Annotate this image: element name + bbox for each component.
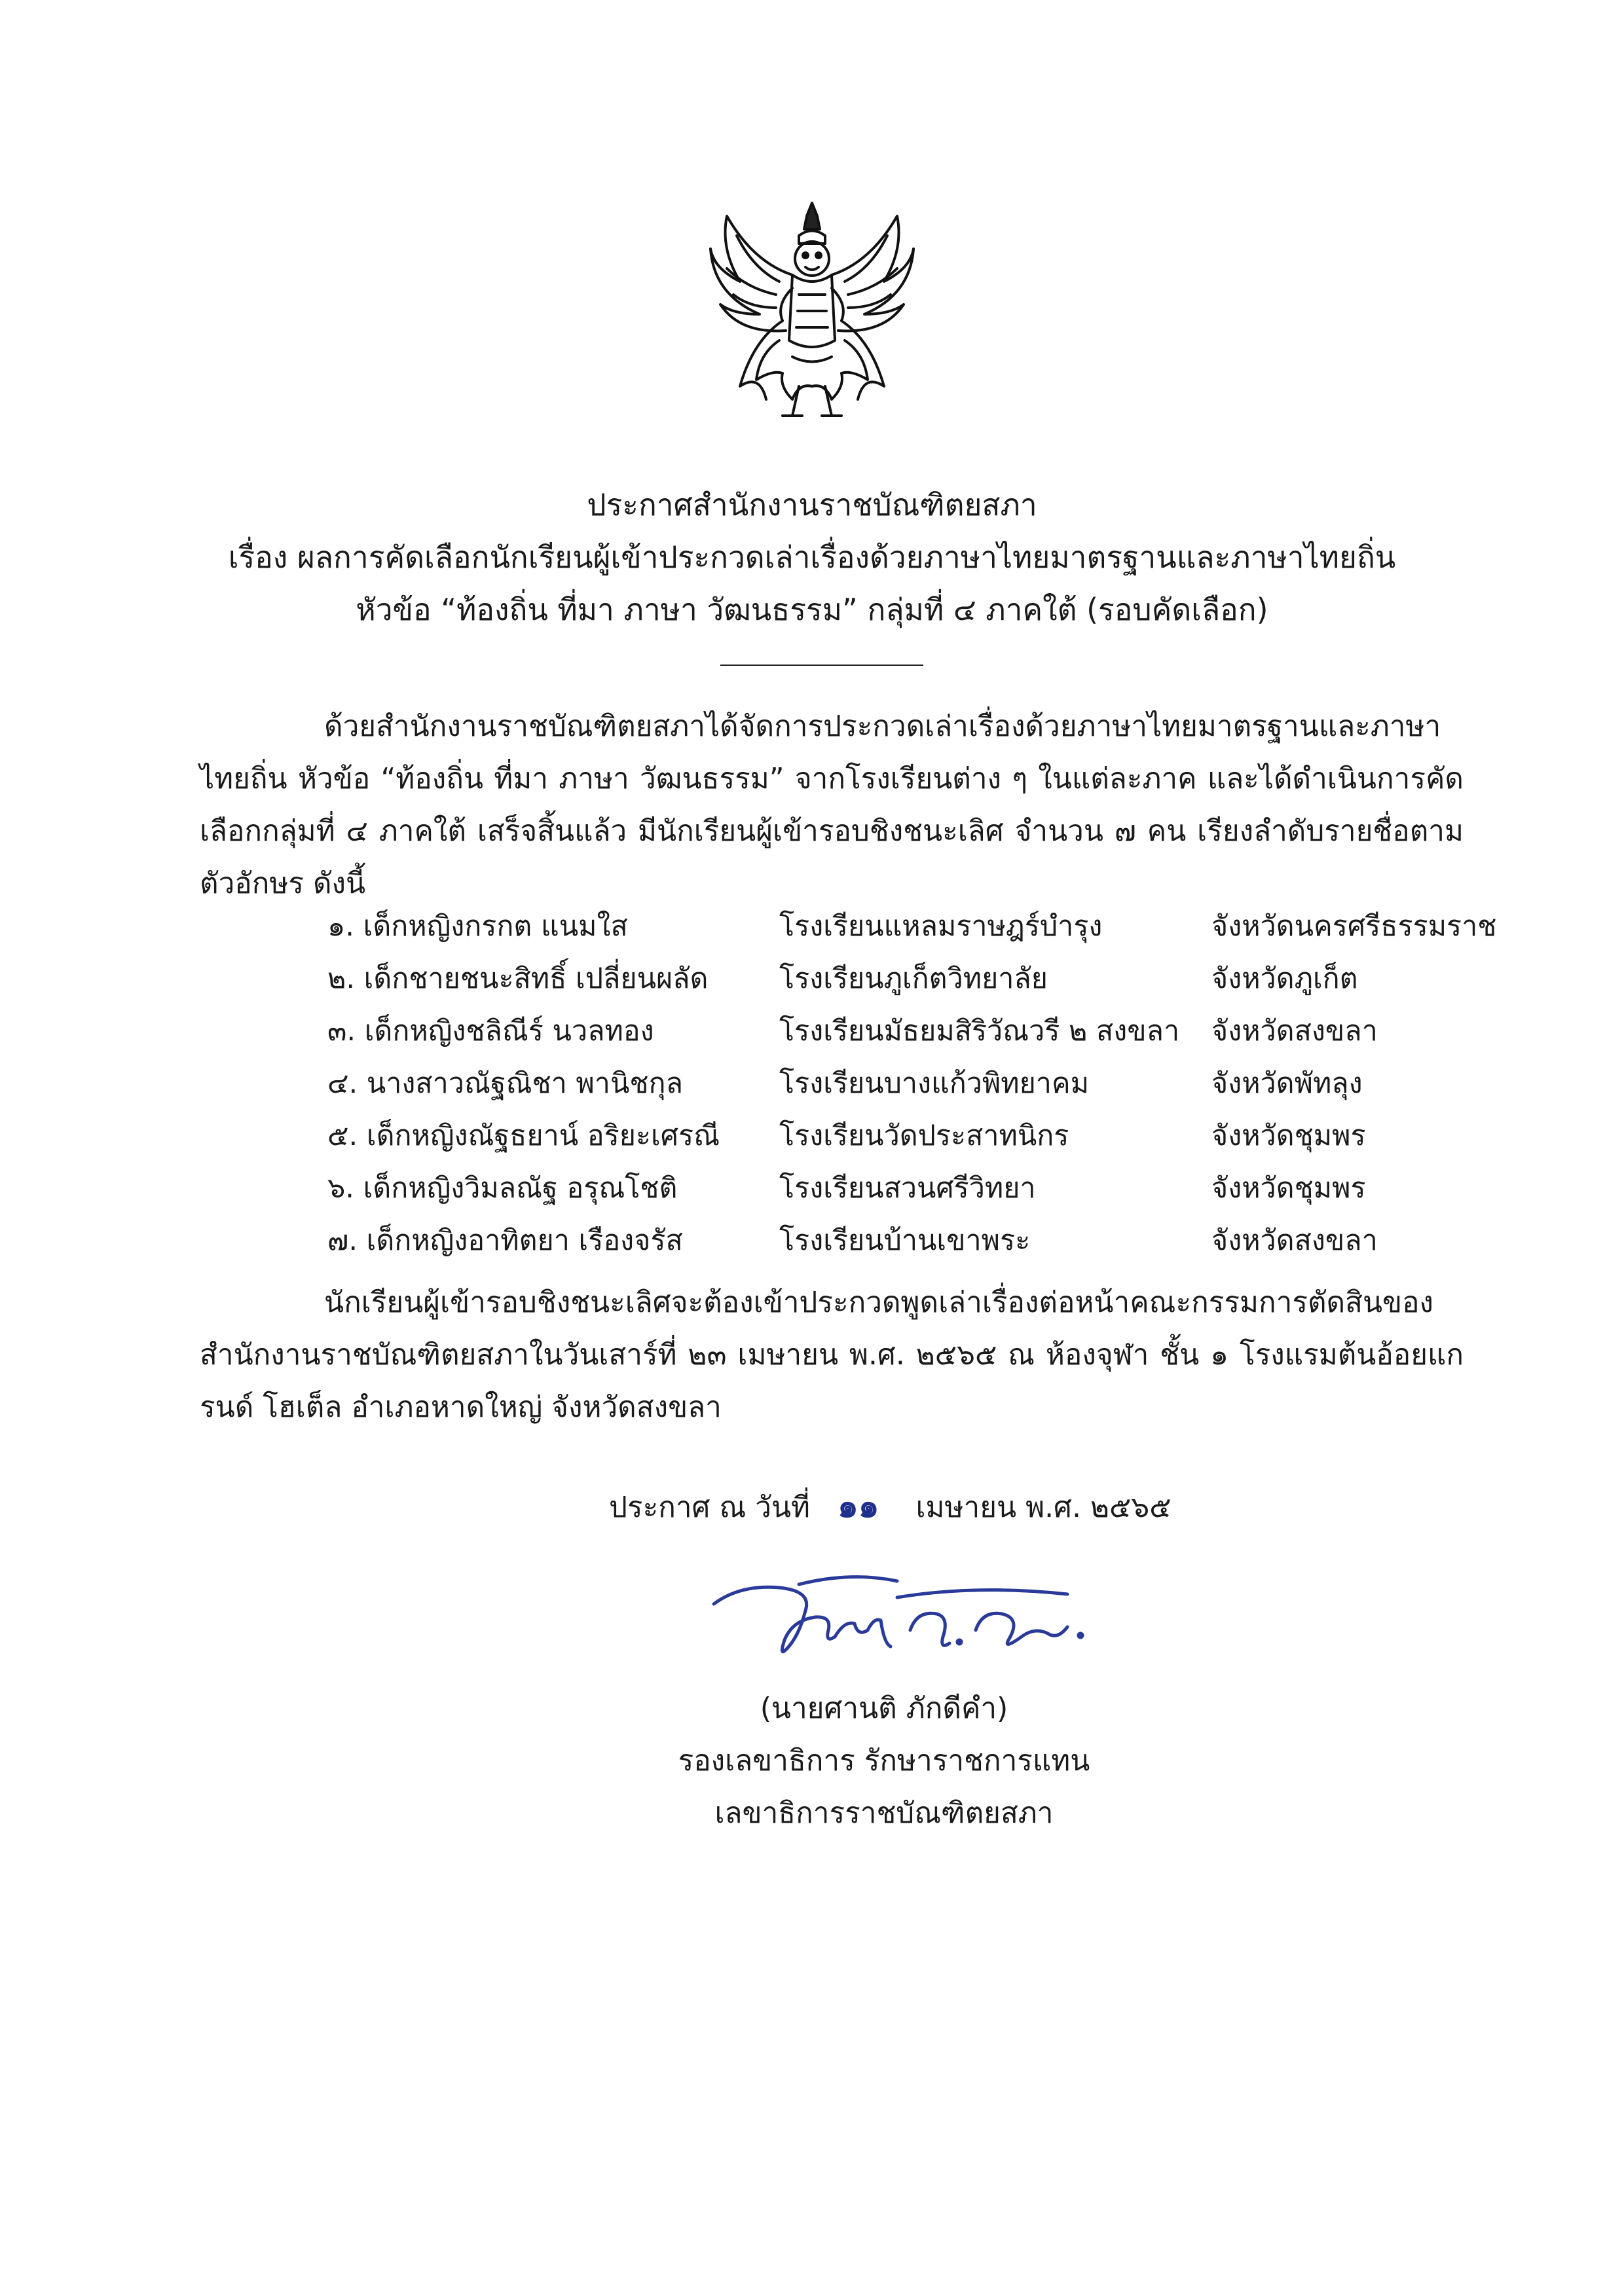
final-round-paragraph: นักเรียนผู้เข้ารอบชิงชนะเลิศจะต้องเข้าประกวดพูดเล่าเรื่องต่อหน้าคณะกรรมการตัดสินของสำนักงานราชบัณฑิตยสภาในวันเสาร์ที่ ๒๓ เมษายน พ.ศ. ๒๕๖๕ ณ ห้องจุฬา ชั้น ๑ โรงแรมต้นอ้อยแกรนด์ โฮเต็ล อำเภอหาดใหญ่ จังหวัดสงขลา <box>200 1286 1464 1424</box>
title-divider <box>720 665 923 666</box>
province-name: จังหวัดพัทลุง <box>1211 1067 1363 1100</box>
list-item <box>327 1110 1506 1162</box>
list-item <box>327 1057 1506 1110</box>
intro-paragraph: ด้วยสำนักงานราชบัณฑิตยสภาได้จัดการประกวดเล่าเรื่องด้วยภาษาไทยมาตรฐานและภาษาไทยถิ่น หัวข้อ “ท้องถิ่น ที่มา ภาษา วัฒนธรรม” จากโรงเรียนต่าง ๆ ในแต่ละภาค และได้ดำเนินการคัดเลือกกลุ่มที่ ๔ ภาคใต้ เสร็จสิ้นแล้ว มีนักเรียนผู้เข้ารอบชิงชนะเลิศ จำนวน ๗ คน เรียงลำดับรายชื่อตามตัวอักษร ดังนี้ <box>200 710 1464 900</box>
student-name: ๗. เด็กหญิงอาทิตยา เรืองจรัส <box>327 1224 683 1257</box>
list-item <box>327 1162 1506 1214</box>
school-name: โรงเรียนสวนศรีวิทยา <box>779 1172 1036 1205</box>
province-name: จังหวัดภูเก็ต <box>1211 962 1358 995</box>
announcement-topic: หัวข้อ “ท้องถิ่น ที่มา ภาษา วัฒนธรรม” กลุ่มที่ ๔ ภาคใต้ (รอบคัดเลือก) <box>356 592 1268 627</box>
date-prefix: ประกาศ ณ วันที่ <box>609 1491 811 1524</box>
school-name: โรงเรียนบ้านเขาพระ <box>779 1224 1031 1257</box>
announcement-title: ประกาศสำนักงานราชบัณฑิตยสภา <box>587 487 1037 522</box>
student-name: ๕. เด็กหญิงณัฐธยาน์ อริยะเศรณี <box>327 1120 720 1152</box>
school-name: โรงเรียนบางแก้วพิทยาคม <box>779 1067 1090 1100</box>
list-item <box>327 1005 1506 1057</box>
garuda-emblem-icon <box>701 190 923 426</box>
school-name: โรงเรียนแหลมราษฎร์บำรุง <box>779 910 1103 943</box>
list-item <box>327 1214 1506 1267</box>
signatory-name: (นายศานติ ภักดีคำ) <box>760 1692 1008 1725</box>
province-name: จังหวัดสงขลา <box>1211 1015 1378 1048</box>
announcement-date <box>609 1480 1172 1534</box>
list-item <box>327 953 1506 1005</box>
date-month-year: เมษายน พ.ศ. ๒๕๖๕ <box>915 1491 1172 1524</box>
province-name: จังหวัดสงขลา <box>1211 1224 1378 1257</box>
student-name: ๑. เด็กหญิงกรกต แนมใส <box>327 910 628 943</box>
student-name: ๖. เด็กหญิงวิมลณัฐ อรุณโชติ <box>327 1172 678 1205</box>
student-name: ๔. นางสาวณัฐณิชา พานิชกุล <box>327 1067 683 1100</box>
province-name: จังหวัดนครศรีธรรมราช <box>1211 910 1497 943</box>
announcement-subject: เรื่อง ผลการคัดเลือกนักเรียนผู้เข้าประกวดเล่าเรื่องด้วยภาษาไทยมาตรฐานและภาษาไทยถิ่น <box>228 539 1396 575</box>
signatory-title: เลขาธิการราชบัณฑิตยสภา <box>714 1796 1054 1830</box>
province-name: จังหวัดชุมพร <box>1211 1120 1366 1152</box>
school-name: โรงเรียนวัดประสาทนิกร <box>779 1120 1069 1152</box>
date-day: ๑๑ <box>838 1487 879 1525</box>
signatory-position: รองเลขาธิการ รักษาราชการแทน <box>678 1744 1090 1777</box>
province-name: จังหวัดชุมพร <box>1211 1172 1366 1205</box>
student-name: ๓. เด็กหญิงชลิณีร์ นวลทอง <box>327 1015 654 1048</box>
finalist-list <box>327 900 1506 1267</box>
list-item <box>327 900 1506 953</box>
school-name: โรงเรียนมัธยมสิริวัณวรี ๒ สงขลา <box>779 1015 1180 1048</box>
school-name: โรงเรียนภูเก็ตวิทยาลัย <box>779 962 1048 995</box>
handwritten-signature <box>701 1558 1120 1669</box>
student-name: ๒. เด็กชายชนะสิทธิ์ เปลี่ยนผลัด <box>327 962 709 995</box>
